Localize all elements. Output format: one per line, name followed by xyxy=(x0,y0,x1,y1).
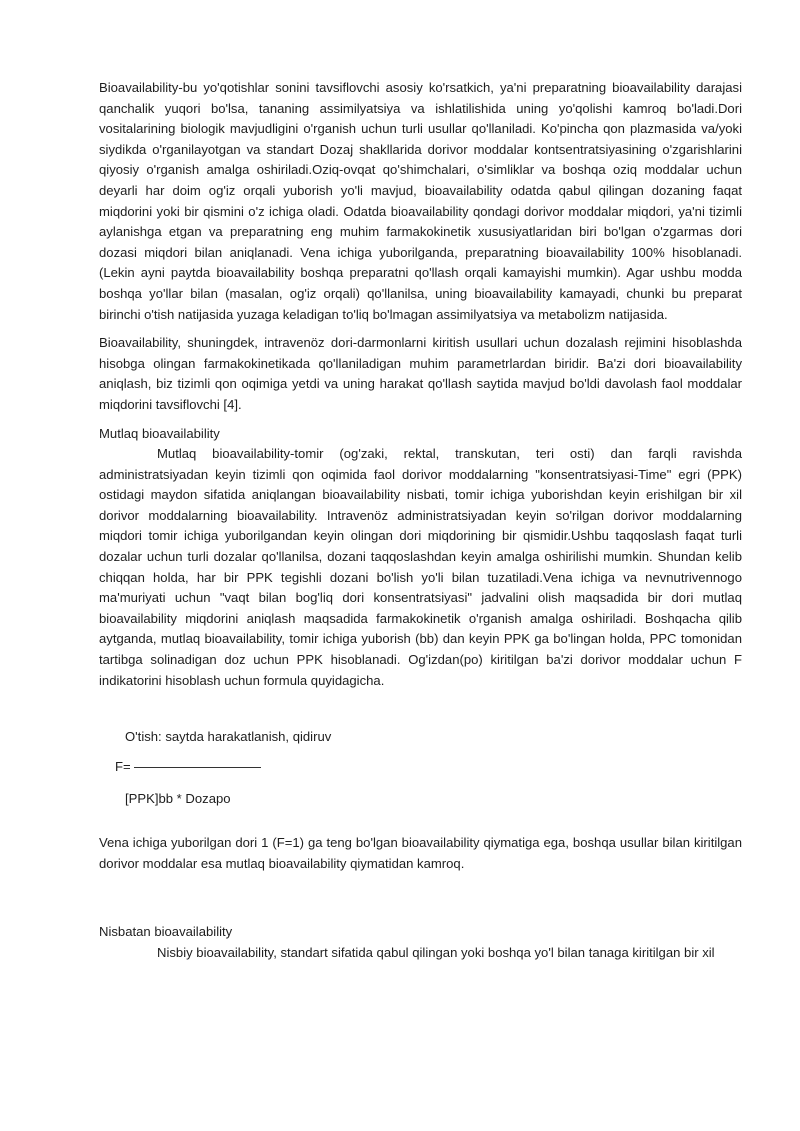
document-page xyxy=(99,78,742,964)
paragraph-relative-bioavailability: Nisbiy bioavailability, standart sifatida qabul qilingan yoki boshqa yo'l bilan tanaga kiritilgan bir xil xyxy=(157,945,715,960)
formula-denominator: [PPK]bb * Dozapo xyxy=(125,791,231,807)
heading-relative-bioavailability: Nisbatan bioavailability xyxy=(99,924,233,940)
paragraph-intro: Bioavailability-bu yo'qotishlar sonini tavsiflovchi asosiy ko'rsatkich, ya'ni preparatning bioavailability darajasi qanchalik yuqori bo'lsa, tananing assimilyatsiya va ishlatilishida uning yo'qolishi kamroq bo'ladi.Dori vositalarining biologik mavjudligini o'rganish uchun turli usullar qo'llaniladi. Ko'pincha qon plazmasida va/yoki siydikda o'rganilayotgan va standart Dozaj shakllarida dorivor moddalar kontsentratsiyasining o'zgarishlarini qiyosiy o'rganish amalga oshiriladi.Oziq-ovqat qo'shimchalari, o'simliklar va boshqa oziq moddalar uchun deyarli har doim og'iz orqali yuborish yo'li mavjud, bioavailability odatda qabul qilingan dozaning faqat miqdorini yoki bir qismini o'z ichiga oladi. Odatda bioavailability qondagi dorivor moddalar miqdori, ya'ni tizimli aylanishga etgan va preparatning eng muhim farmakokinetik xususiyatlaridan biri bo'lgan o'zgarmas dori dozasi miqdori bilan aniqlanadi. Vena ichiga yuborilganda, preparatning bioavailability 100% hisoblanadi. (Lekin ayni paytda bioavailability boshqa preparatni qo'llash orqali kamayishi mumkin). Agar ushbu modda boshqa yo'llar bilan (masalan, og'iz orqali) qo'llanilsa, uning bioavailability kamayadi, chunki bu preparat birinchi o'tish natijasida yuzaga keladigan to'liq bo'lmagan assimilyatsiya va metabolizm natijasida. xyxy=(99,80,742,322)
paragraph-intravenous-value: Vena ichiga yuborilgan dori 1 (F=1) ga teng bo'lgan bioavailability qiymatiga ega, boshqa usullar bilan kiritilgan dorivor moddalar esa mutlaq bioavailability qiymatidan kamroq. xyxy=(99,835,742,871)
paragraph-absolute-bioavailability: Mutlaq bioavailability-tomir (og'zaki, rektal, transkutan, teri osti) dan farqli ravishda administratsiyadan keyin tizimli qon oqimida faol dorivor moddalarning "konsentratsiyasi-Time" egri (PPK) ostidagi maydon sifatida aniqlangan bioavailability nisbati, tomir ichiga yuborishdan keyin erishilgan bir xil dorivor moddalarning bioavailability. Intravenöz administratsiyadan keyin so'rilgan dorivor moddalarning miqdori tomir ichiga yuborilgandan keyin olingan dori miqdorining bir qismidir.Ushbu taqqoslash faqat turli dozalar uchun turli dozalar qo'llanilsa, dozani taqqoslashdan keyin amalga oshirilishi mumkin. Shundan kelib chiqqan holda, har bir PPK tegishli dozani bo'lish yo'li bilan tuzatiladi.Vena ichiga va nevnutrivennogo ma'muriyati uchun "vaqt bilan bog'liq dori konsentratsiyasi" jadvalini olish maqsadida bir dori mutlaq bioavailability miqdorini aniqlash maqsadida farmakokinetik o'rganish amalga oshiriladi. Boshqacha qilib aytganda, mutlaq bioavailability, tomir ichiga yuborish (bb) dan keyin PPK ga bo'lingan holda, PPC tomonidan tartibga solinadigan doz uchun PPK hisoblanadi. Og'izdan(po) kiritilgan ba'zi dorivor moddalar uchun F indikatorini hisoblash uchun formula quyidagicha. xyxy=(99,446,742,688)
formula-lhs: F= xyxy=(115,759,131,775)
formula-block xyxy=(99,691,742,815)
fraction-bar xyxy=(134,767,261,768)
formula-equation-row xyxy=(115,757,261,778)
paragraph-parameters: Bioavailability, shuningdek, intravenöz dori-darmonlarni kiritish usullari uchun dozalash rejimini hisoblashda hisobga olingan farmakokinetikada qo'llaniladigan muhim parametrlardan biridir. Ba'zi dori bioavailability aniqlash, biz tizimli qon oqimiga yetdi va uning harakat qo'llash saytida mavjud bo'ldi davolash faol moddalar miqdorini tavsiflovchi [4]. xyxy=(99,335,742,412)
formula-numerator: O'tish: saytda harakatlanish, qidiruv xyxy=(125,729,332,745)
heading-absolute-bioavailability: Mutlaq bioavailability xyxy=(99,425,220,441)
